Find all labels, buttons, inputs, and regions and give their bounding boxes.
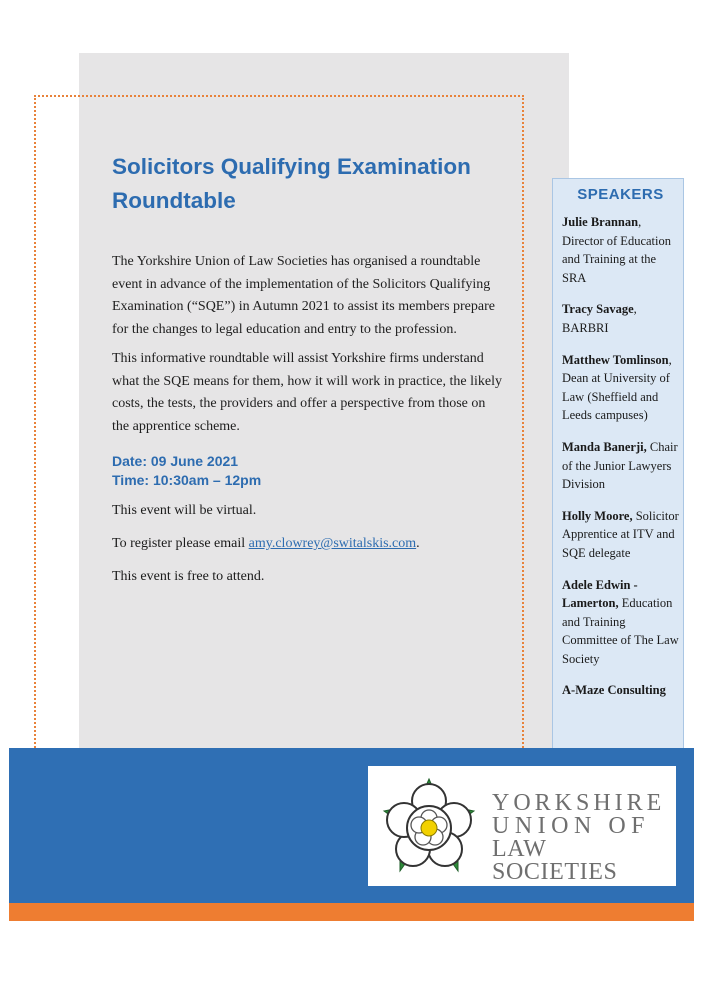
event-content [112,150,504,600]
details-paragraph: This informative roundtable will assist Yorkshire firms understand what the SQE means for them, how it will work in practice, the likely costs, the tests, the providers and offer a perspective from those on the apprentice scheme. [112,351,502,434]
speaker-separator: , [633,302,637,317]
logo-wordmark [492,792,676,884]
speaker-name: Manda Banerji, [562,439,647,454]
speaker-name: A-Maze Consulting [562,683,666,698]
event-date: Date: 09 June 2021 [112,453,239,469]
virtual-note: This event will be virtual. [112,503,257,518]
footer-orange-stripe [9,903,694,921]
register-suffix: . [416,536,420,551]
speaker-name: Matthew Tomlinson [562,352,669,367]
event-time: Time: 10:30am – 12pm [112,472,262,488]
speaker-details: Director of Education and Training at the SRA [562,233,671,285]
speaker-name: Adele Edwin - Lamerton, [562,577,638,611]
speaker-details: Education and Training Committee of The Law Society [562,596,679,666]
event-title [112,150,504,218]
free-note: This event is free to attend. [112,569,265,584]
speaker-details: BARBRI [562,320,609,335]
speaker-item [562,681,679,700]
event-title-line1: Solicitors Qualifying Examination [112,154,471,179]
speakers-panel [552,178,684,758]
event-title-line2: Roundtable [112,188,236,213]
speaker-item [562,507,679,563]
speaker-details: Solicitor Apprentice at ITV and SQE delegate [562,508,679,560]
intro-paragraph: The Yorkshire Union of Law Societies has organised a roundtable event in advance of the implementation of the Solicitors Qualifying Examination (“SQE”) in Autumn 2021 to assist its members prepare for the changes to legal education and entry to the profession. [112,254,495,337]
speaker-item [562,438,679,494]
register-prefix: To register please email [112,536,249,551]
speakers-heading: SPEAKERS [577,186,664,203]
register-email-link[interactable]: amy.clowrey@switalskis.com [248,536,417,551]
yorkshire-rose-icon [376,775,482,879]
speaker-details: Dean at University of Law (Sheffield and Leeds campuses) [562,371,670,423]
speaker-item [562,351,679,425]
date-time-block [112,452,504,490]
logo-line-3: LAW SOCIETIES [492,836,618,885]
speaker-separator: , [638,215,642,229]
speaker-item [562,300,679,337]
speaker-name: Julie Brannan [562,215,639,229]
logo-box [368,766,676,886]
speaker-separator: , [668,352,672,367]
register-line [112,534,504,554]
speaker-name: Holly Moore, [562,508,633,523]
speaker-item [562,576,679,669]
speaker-name: Tracy Savage [562,302,634,317]
logo-line-2: UNION OF [492,813,650,839]
speaker-item [562,213,679,287]
logo-line-1: YORKSHIRE [492,790,666,816]
speaker-details: Chair of the Junior Lawyers Division [562,439,678,492]
